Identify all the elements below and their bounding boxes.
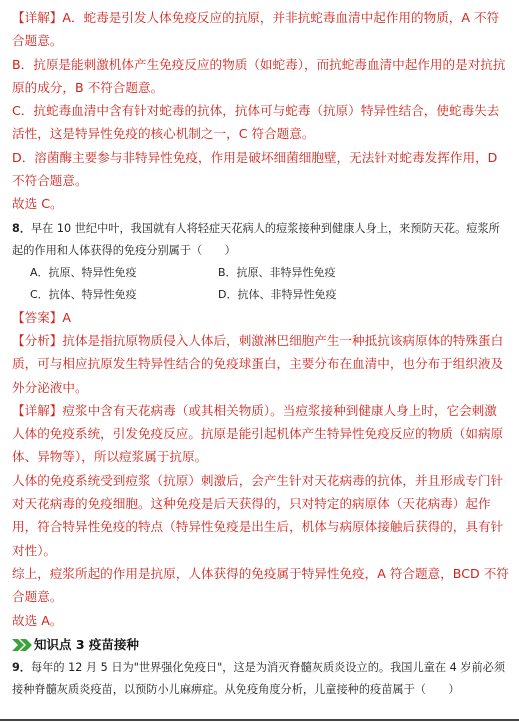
detail-paragraph-1: 【详解】A．蛇毒是引发人体免疫反应的抗原，并非抗蛇毒血清中起作用的物质，A 不符合题意。: [12, 10, 500, 49]
question-8-options-row-1: [12, 262, 509, 284]
choose-c: 故选 C。: [12, 196, 63, 212]
summary-paragraph: 综上，痘浆所起的作用是抗原，人体获得的免疫属于特异性免疫，A 符合题意，BCD 不符合题意。: [12, 565, 509, 605]
choose-a: 故选 A。: [12, 612, 63, 628]
option-b: B．抗原、非特异性免疫: [218, 265, 336, 279]
option-c: C．抗体、特异性免疫: [30, 287, 137, 301]
section-heading: [12, 633, 509, 657]
question-9: [12, 657, 509, 701]
analysis-paragraph: 【分析】抗体是指抗原物质侵入人体后，刺激淋巴细胞产生一种抵抗该病原体的特殊蛋白质，可与相应抗原发生特异性结合的免疫球蛋白，主要分布在血清中，也分布于组织液及外分泌液中。: [12, 332, 504, 395]
answer-line: 【答案】A: [12, 309, 71, 325]
immune-paragraph: 人体的免疫系统受到痘浆（抗原）刺激后，会产生针对天花病毒的抗体，并且形成专门针对天花病毒的免疫细胞。这种免疫是后天获得的，只对特定的病原体（天花病毒）起作用，符合特异性免疫的特点（特异性免疫是出生后，机体与病原体接触后获得的，具有针对性）。: [12, 472, 504, 558]
double-chevron-icon: [12, 639, 32, 651]
option-c-explanation: C．抗蛇毒血清中含有针对蛇毒的抗体，抗体可与蛇毒（抗原）特异性结合，使蛇毒失去活性，这是特异性免疫的核心机制之一，C 符合题意。: [12, 103, 500, 142]
bottom-divider: [0, 719, 519, 721]
question-8-options-row-2: [12, 284, 509, 306]
option-d-explanation: D．溶菌酶主要参与非特异性免疫，作用是破坏细菌细胞壁，无法针对蛇毒发挥作用，D 不符合题意。: [12, 149, 498, 189]
question-9-number: 9．: [12, 660, 31, 674]
option-b-explanation: B．抗原是能刺激机体产生免疫反应的物质（如蛇毒），而抗蛇毒血清中起作用的是对抗抗原的成分，B 不符合题意。: [12, 56, 506, 95]
section-title: 知识点 3 疫苗接种: [34, 636, 139, 652]
question-8: [12, 218, 509, 262]
detail-paragraph-2: 【详解】痘浆中含有天花病毒（或其相关物质）。当痘浆接种到健康人身上时，它会刺激人体的免疫系统，引发免疫反应。抗原是能引起机体产生特异性免疫反应的物质（如病原体、异物等），所以痘浆属于抗原。: [12, 402, 504, 465]
question-8-text: 早在 10 世纪中叶，我国就有人将轻症天花病人的痘浆接种到健康人身上，来预防天花。痘浆所起的作用和人体获得的免疫分别属于（ ）: [12, 221, 500, 257]
question-9-text: 每年的 12 月 5 日为"世界强化免疫日"，这是为消灭脊髓灰质炎设立的。我国儿童在 4 岁前必须接种脊髓灰质炎疫苗，以预防小儿麻痹症。从免疫角度分析，儿童接种的疫苗属于（ ）: [12, 660, 506, 696]
option-d: D．抗体、非特异性免疫: [218, 287, 337, 301]
option-a: A．抗原、特异性免疫: [30, 265, 137, 279]
question-8-number: 8．: [12, 221, 31, 235]
